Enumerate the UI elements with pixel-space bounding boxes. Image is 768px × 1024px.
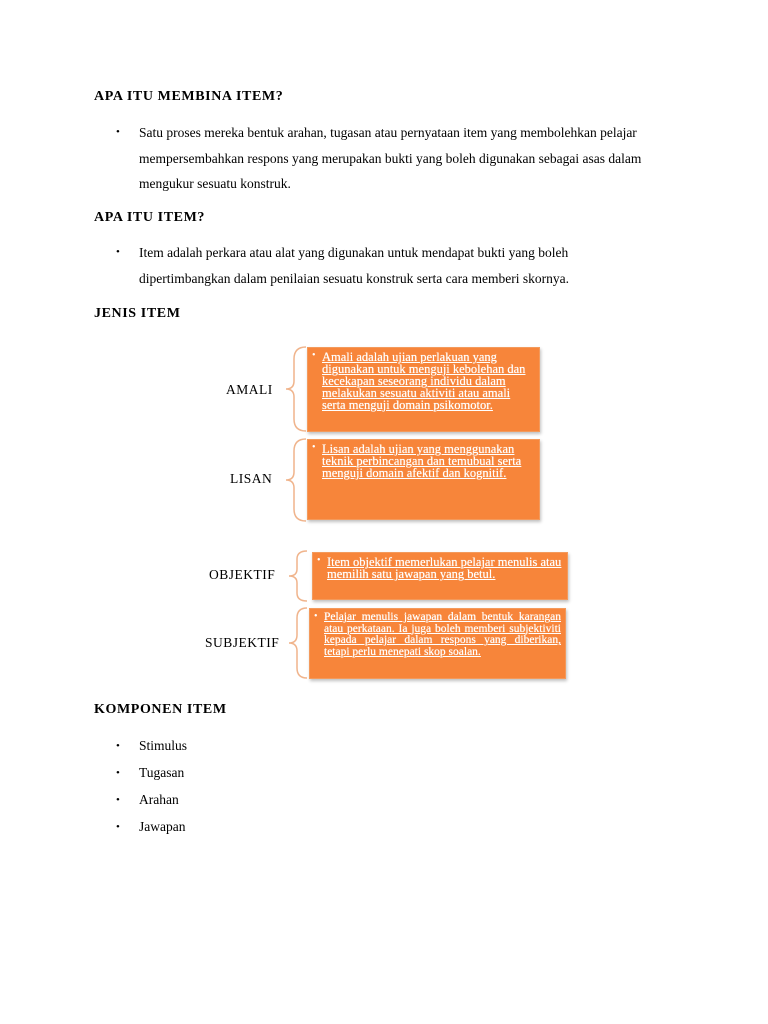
amali-box [307, 347, 540, 432]
heading-membina-item: APA ITU MEMBINA ITEM? [94, 89, 284, 104]
paragraph-membina-item [116, 120, 676, 197]
brace-subjektif-icon [283, 606, 311, 680]
subjektif-box [309, 608, 566, 679]
list-item [116, 765, 184, 781]
brace-lisan-icon [280, 437, 310, 523]
subjektif-text: Pelajar menulis jawapan dalam bentuk karangan atau perkataan. Ia juga boleh memberi subjektiviti kepada pelajar dalam respons yang diberikan, tetapi perlu menepati skop soalan. [324, 611, 561, 658]
bullet-icon: • [116, 794, 120, 806]
heading-komponen-item: KOMPONEN ITEM [94, 702, 227, 717]
brace-amali-icon [280, 345, 310, 433]
bullet-icon: • [317, 555, 321, 566]
bullet-icon: • [314, 611, 318, 622]
list-item [116, 738, 187, 754]
label-subjektif: SUBJEKTIF [205, 635, 280, 650]
bullet-icon: • [116, 740, 120, 752]
lisan-text: Lisan adalah ujian yang menggunakan teknik perbincangan dan temubual serta menguji domain afektif dan kognitif. [322, 442, 522, 480]
label-lisan: LISAN [230, 471, 273, 486]
bullet-icon: • [116, 126, 120, 138]
label-amali: AMALI [226, 382, 273, 397]
bullet-icon: • [312, 442, 316, 453]
list-item-text: Arahan [139, 792, 179, 807]
label-objektif: OBJEKTIF [209, 567, 276, 582]
list-item-text: Stimulus [139, 738, 188, 753]
heading-apa-itu-item: APA ITU ITEM? [94, 210, 205, 225]
paragraph-text: Satu proses mereka bentuk arahan, tugasan atau pernyataan item yang membolehkan pelajar mempersembahkan respons yang merupakan bukti yang boleh digunakan sebagai asas dalam mengukur sesuatu konstruk. [139, 125, 642, 191]
paragraph-apa-itu-item [116, 240, 676, 291]
objektif-box [312, 552, 568, 600]
bullet-icon: • [116, 821, 120, 833]
bullet-icon: • [116, 767, 120, 779]
list-item-text: Tugasan [139, 765, 185, 780]
bullet-icon: • [312, 350, 316, 361]
objektif-text: Item objektif memerlukan pelajar menulis atau memilih satu jawapan yang betul. [327, 555, 562, 581]
lisan-box [307, 439, 540, 520]
list-item [116, 819, 185, 835]
bullet-icon: • [116, 246, 120, 258]
amali-text: Amali adalah ujian perlakuan yang digunakan untuk menguji kebolehan dan kecekapan seseorang individu dalam melakukan sesuatu aktiviti atau amali serta menguji domain psikomotor. [322, 350, 526, 412]
list-item-text: Jawapan [139, 819, 186, 834]
heading-jenis-item: JENIS ITEM [94, 306, 181, 321]
paragraph-text: Item adalah perkara atau alat yang digunakan untuk mendapat bukti yang boleh dipertimbangkan dalam penilaian sesuatu konstruk serta cara memberi skornya. [139, 245, 569, 286]
list-item [116, 792, 179, 808]
brace-objektif-icon [283, 549, 311, 603]
